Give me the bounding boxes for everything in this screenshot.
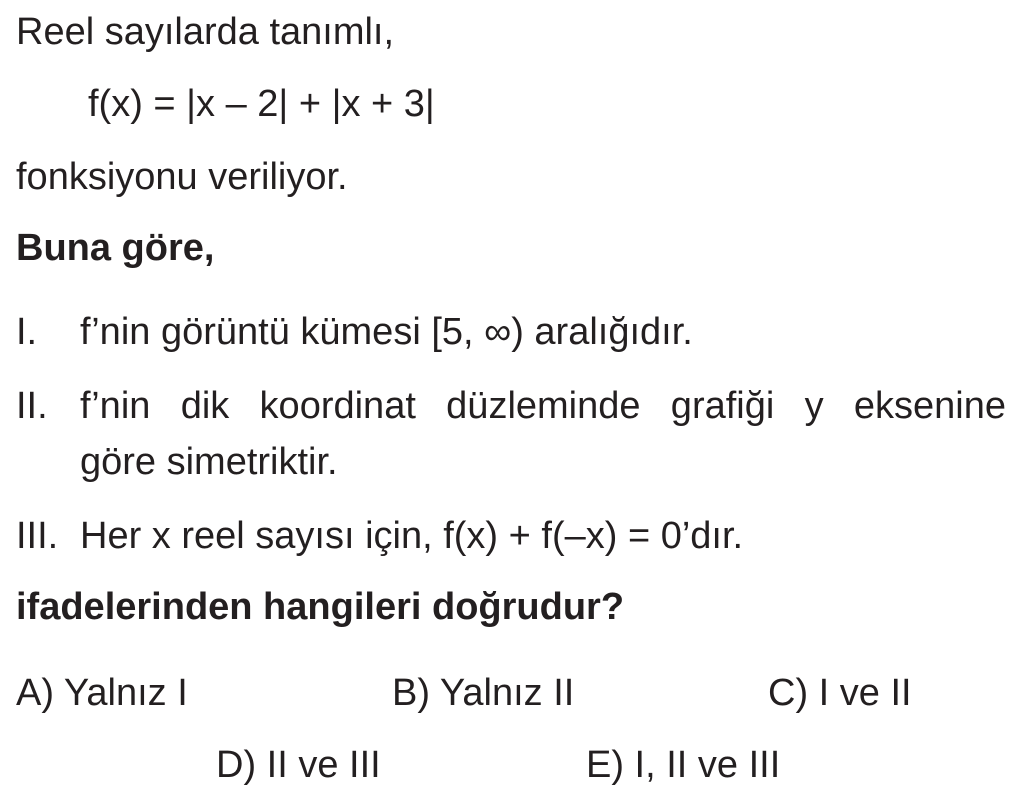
statement-1-numeral: I.: [16, 311, 38, 353]
statement-3-numeral: III.: [16, 515, 59, 557]
statement-3: [16, 514, 1006, 558]
choice-d[interactable]: D) II ve III: [216, 744, 381, 786]
statement-1: [16, 310, 1006, 354]
choice-b[interactable]: B) Yalnız II: [392, 672, 575, 714]
choice-e[interactable]: E) I, II ve III: [586, 744, 781, 786]
question-outro: fonksiyonu veriliyor.: [16, 156, 348, 198]
statement-3-text: Her x reel sayısı için, f(x) + f(–x) = 0’dır.: [80, 515, 744, 557]
choice-a[interactable]: A) Yalnız I: [16, 672, 188, 714]
statement-2-numeral: II.: [16, 385, 48, 427]
statement-2-line-1: f’nin dik koordinat düzleminde grafiği y eksenine: [80, 385, 1006, 427]
question-prompt: ifadelerinden hangileri doğrudur?: [16, 586, 625, 628]
choice-c[interactable]: C) I ve II: [768, 672, 912, 714]
statement-2-body: [80, 384, 1006, 484]
function-formula: f(x) = |x – 2| + |x + 3|: [88, 83, 435, 125]
question-intro: Reel sayılarda tanımlı,: [16, 11, 395, 53]
statement-2-line-2: göre simetriktir.: [80, 441, 338, 483]
statement-2: [16, 384, 1006, 484]
statement-1-text: f’nin görüntü kümesi [5, ∞) aralığıdır.: [80, 311, 693, 353]
question-lead: Buna göre,: [16, 227, 215, 269]
